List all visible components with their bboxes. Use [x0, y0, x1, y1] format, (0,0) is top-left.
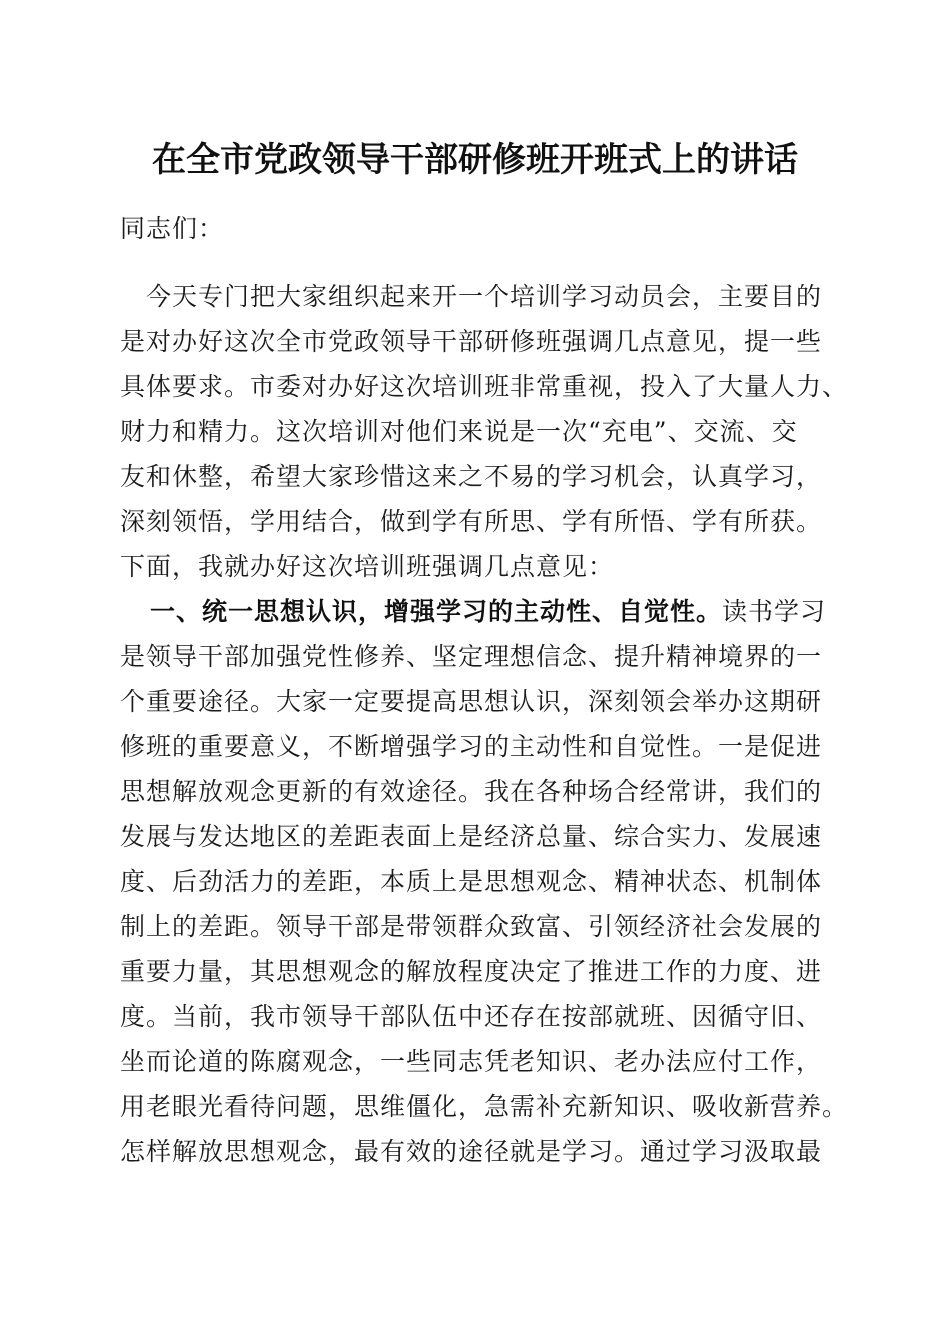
section-1-first-line	[150, 589, 826, 635]
section-1-line: 发展与发达地区的差距表面上是经济总量、综合实力、发展速	[120, 822, 823, 851]
section-1-line: 坐而论道的陈腐观念，一些同志凭老知识、老办法应付工作，	[120, 1047, 823, 1076]
section-1-line: 个重要途径。大家一定要提高思想认识，深刻领会举办这期研	[120, 687, 823, 716]
section-1-line: 思想解放观念更新的有效途径。我在各种场合经常讲，我们的	[120, 777, 823, 806]
section-1-first-line-rest: 读书学习	[722, 597, 827, 626]
intro-line: 财力和精力。这次培训对他们来说是一次“充电”、交流、交	[120, 417, 798, 446]
section-1-line: 是领导干部加强党性修养、坚定理想信念、提升精神境界的一	[120, 642, 823, 671]
section-1-line: 修班的重要意义，不断增强学习的主动性和自觉性。一是促进	[120, 732, 823, 761]
intro-line: 是对办好这次全市党政领导干部研修班强调几点意见，提一些	[120, 327, 823, 356]
section-1-line: 度。当前，我市领导干部队伍中还存在按部就班、因循守旧、	[120, 1002, 823, 1031]
salutation: 同志们：	[120, 214, 225, 243]
intro-line: 深刻领悟，学用结合，做到学有所思、学有所悟、学有所获。	[120, 507, 823, 536]
section-1-heading: 一、统一思想认识，增强学习的主动性、自觉性。	[150, 597, 723, 626]
section-1-line: 度、后劲活力的差距，本质上是思想观念、精神状态、机制体	[120, 867, 823, 896]
section-1-line: 重要力量，其思想观念的解放程度决定了推进工作的力度、进	[120, 957, 823, 986]
intro-line: 下面，我就办好这次培训班强调几点意见：	[120, 552, 615, 581]
section-1-line: 用老眼光看待问题，思维僵化，急需补充新知识、吸收新营养。	[120, 1092, 849, 1121]
document-title: 在全市党政领导干部研修班开班式上的讲话	[152, 140, 798, 180]
section-1-line: 制上的差距。领导干部是带领群众致富、引领经济社会发展的	[120, 912, 823, 941]
intro-line: 今天专门把大家组织起来开一个培训学习动员会，主要目的	[120, 282, 823, 311]
section-1-line: 怎样解放思想观念，最有效的途径就是学习。通过学习汲取最	[120, 1137, 823, 1166]
intro-line: 具体要求。市委对办好这次培训班非常重视，投入了大量人力、	[120, 372, 849, 401]
intro-line: 友和休整，希望大家珍惜这来之不易的学习机会，认真学习，	[120, 462, 823, 491]
